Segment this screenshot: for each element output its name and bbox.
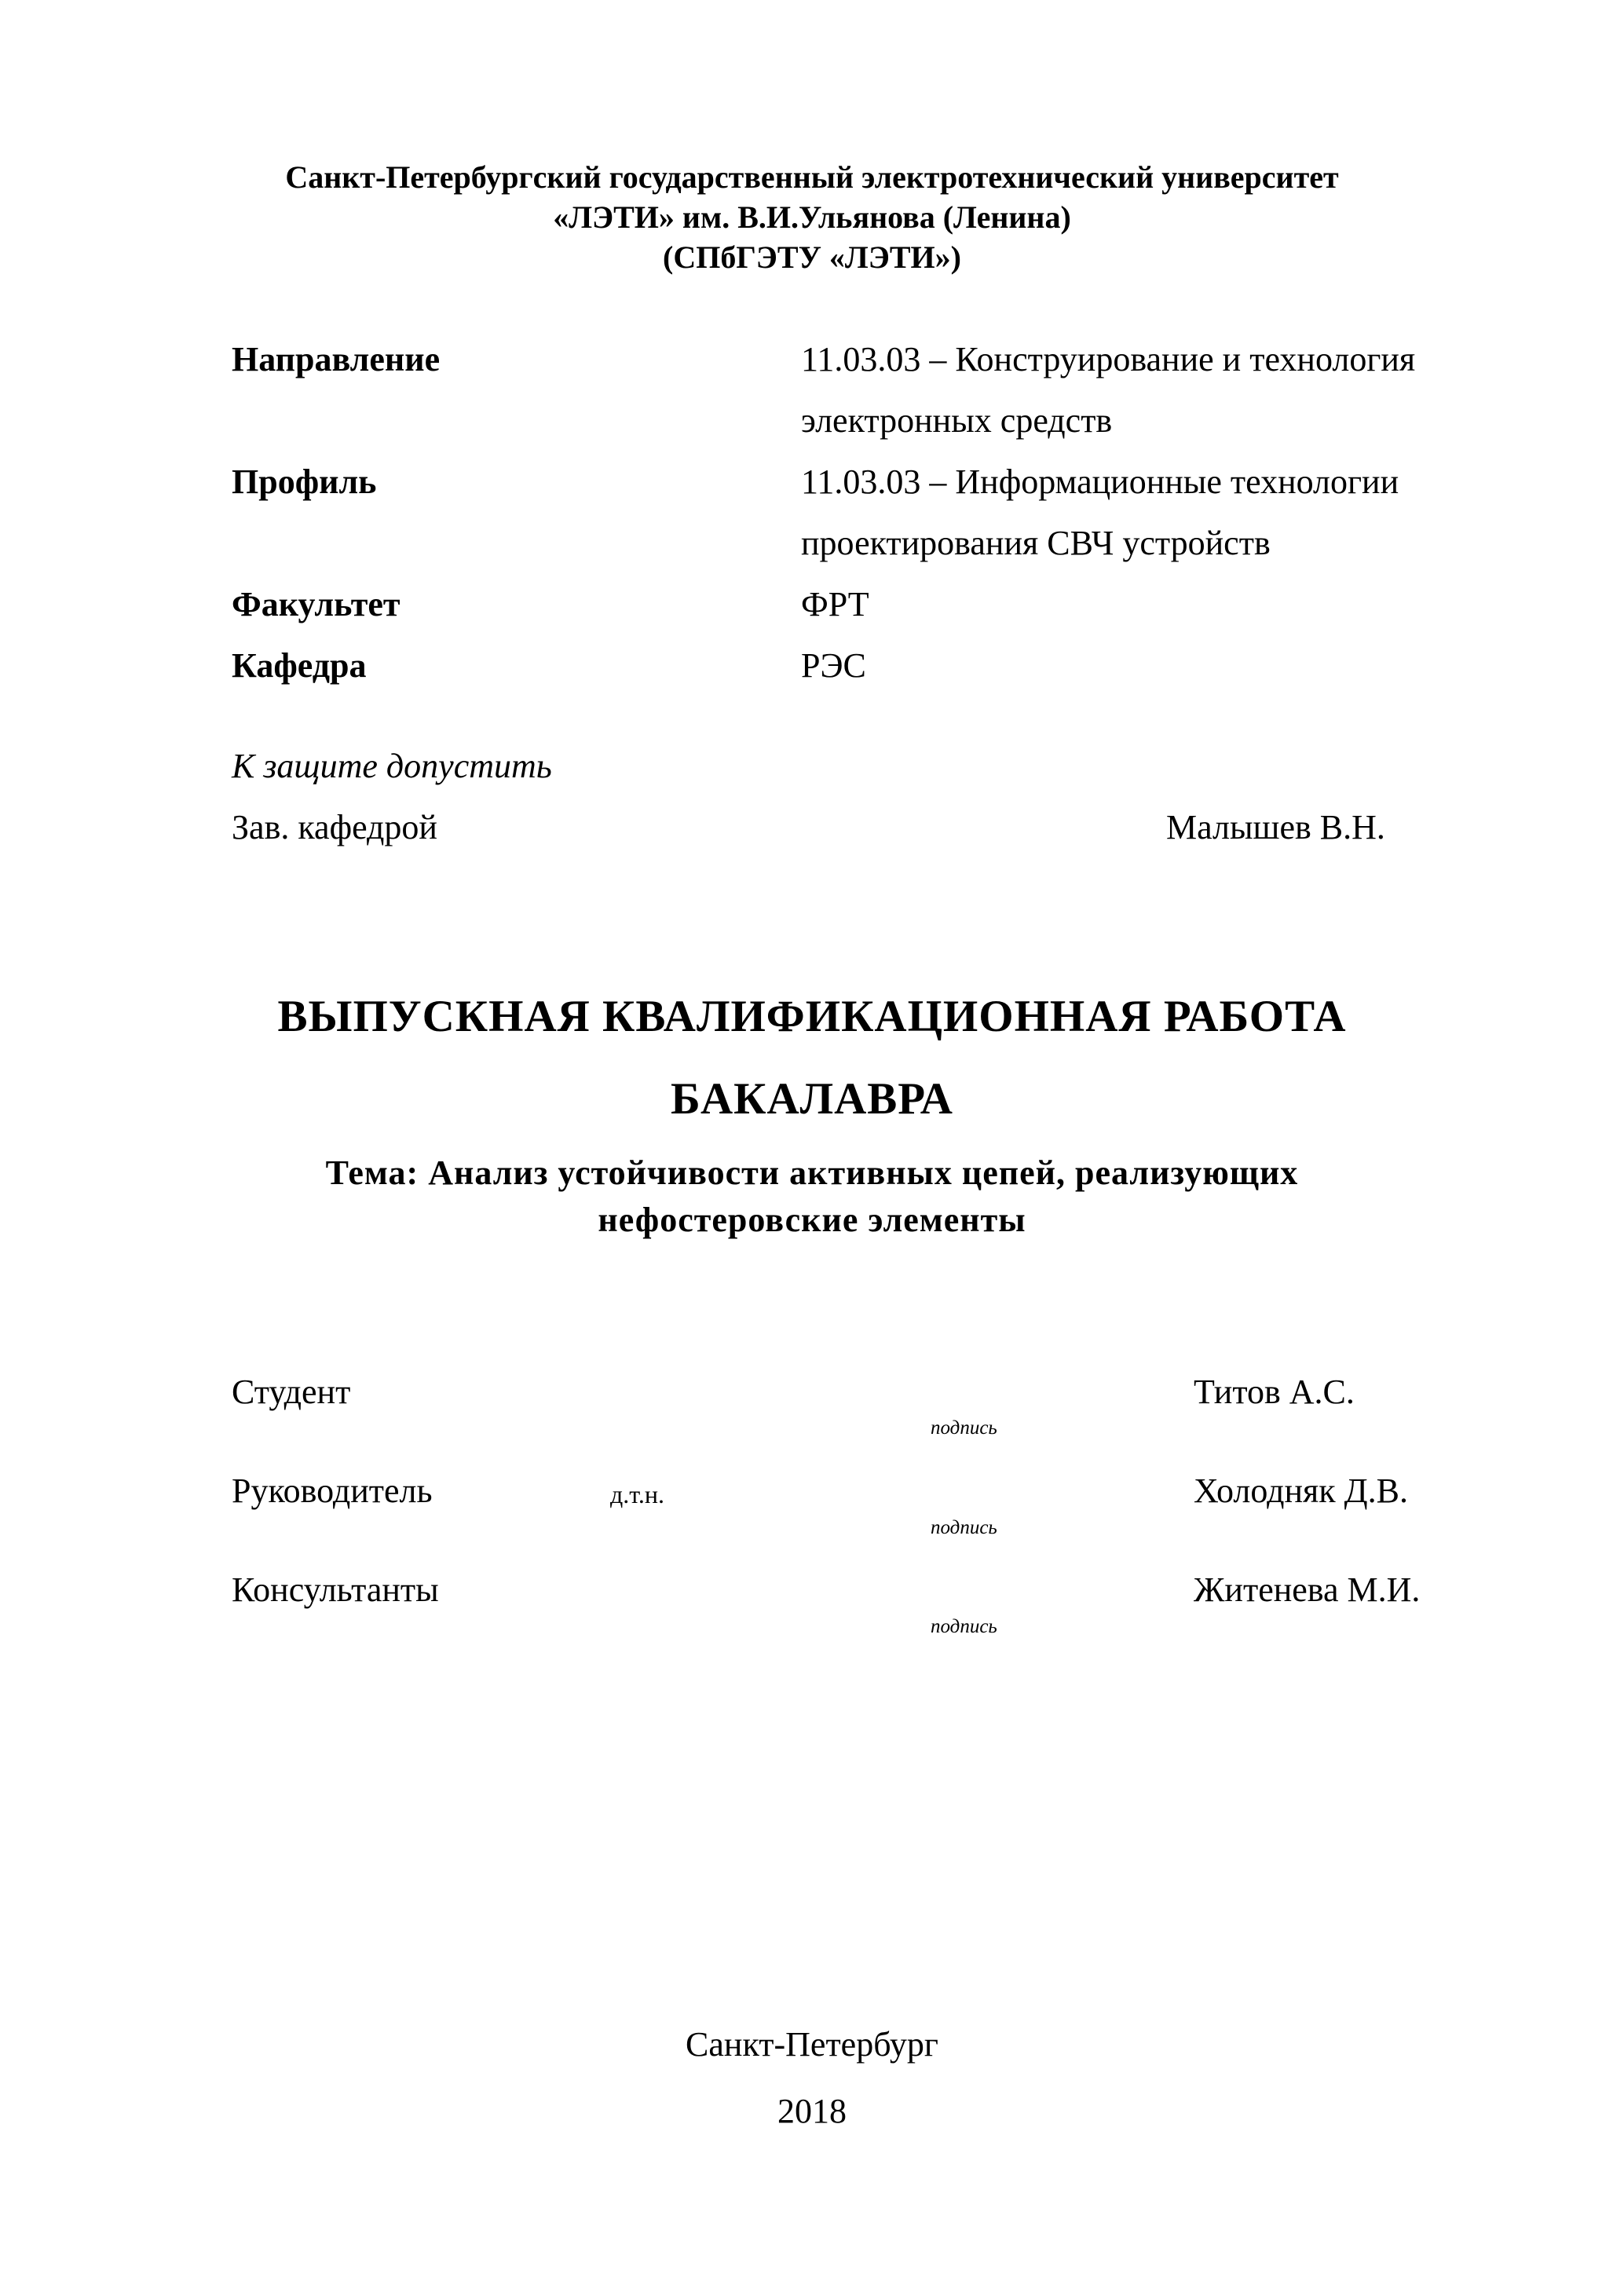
footer-year: 2018: [777, 2092, 847, 2130]
faculty-label: Факультет: [232, 585, 401, 623]
direction-value-line2: электронных средств: [801, 401, 1113, 440]
consultants-signature-caption: подпись: [931, 1616, 997, 1637]
supervisor-signature-caption: подпись: [931, 1517, 997, 1538]
supervisor-name: Холодняк Д.В.: [1194, 1472, 1409, 1510]
thesis-theme-line2: нефостеровские элементы: [598, 1201, 1026, 1239]
department-value: РЭС: [801, 646, 866, 685]
head-of-department-label: Зав. кафедрой: [232, 808, 437, 846]
student-name: Титов А.С.: [1194, 1373, 1355, 1411]
university-name-line2: «ЛЭТИ» им. В.И.Ульянова (Ленина): [553, 199, 1071, 235]
university-abbreviation: (СПбГЭТУ «ЛЭТИ»): [663, 239, 961, 275]
footer-city: Санкт-Петербург: [686, 2025, 938, 2064]
direction-label: Направление: [232, 340, 441, 378]
admit-to-defense: К защите допустить: [232, 747, 552, 785]
profile-value-line2: проектирования СВЧ устройств: [801, 524, 1271, 562]
thesis-title-line1: ВЫПУСКНАЯ КВАЛИФИКАЦИОННАЯ РАБОТА: [277, 992, 1347, 1041]
thesis-theme-line1: Тема: Анализ устойчивости активных цепей, реализующих: [325, 1153, 1299, 1192]
thesis-title-line2: БАКАЛАВРА: [671, 1074, 953, 1124]
supervisor-role: Руководитель: [232, 1472, 433, 1510]
department-label: Кафедра: [232, 646, 367, 685]
profile-label: Профиль: [232, 462, 377, 501]
consultant-name: Житенева М.И.: [1194, 1570, 1421, 1609]
student-signature-caption: подпись: [931, 1417, 997, 1439]
direction-value-line1: 11.03.03 – Конструирование и технология: [801, 340, 1416, 378]
profile-value-line1: 11.03.03 – Информационные технологии: [801, 462, 1399, 501]
consultants-role: Консультанты: [232, 1570, 439, 1609]
student-role: Студент: [232, 1373, 351, 1411]
faculty-value: ФРТ: [801, 585, 869, 623]
head-of-department-name: Малышев В.Н.: [1166, 808, 1385, 846]
supervisor-degree: д.т.н.: [610, 1480, 664, 1508]
university-name-line1: Санкт-Петербургский государственный электротехнический университет: [285, 159, 1339, 195]
